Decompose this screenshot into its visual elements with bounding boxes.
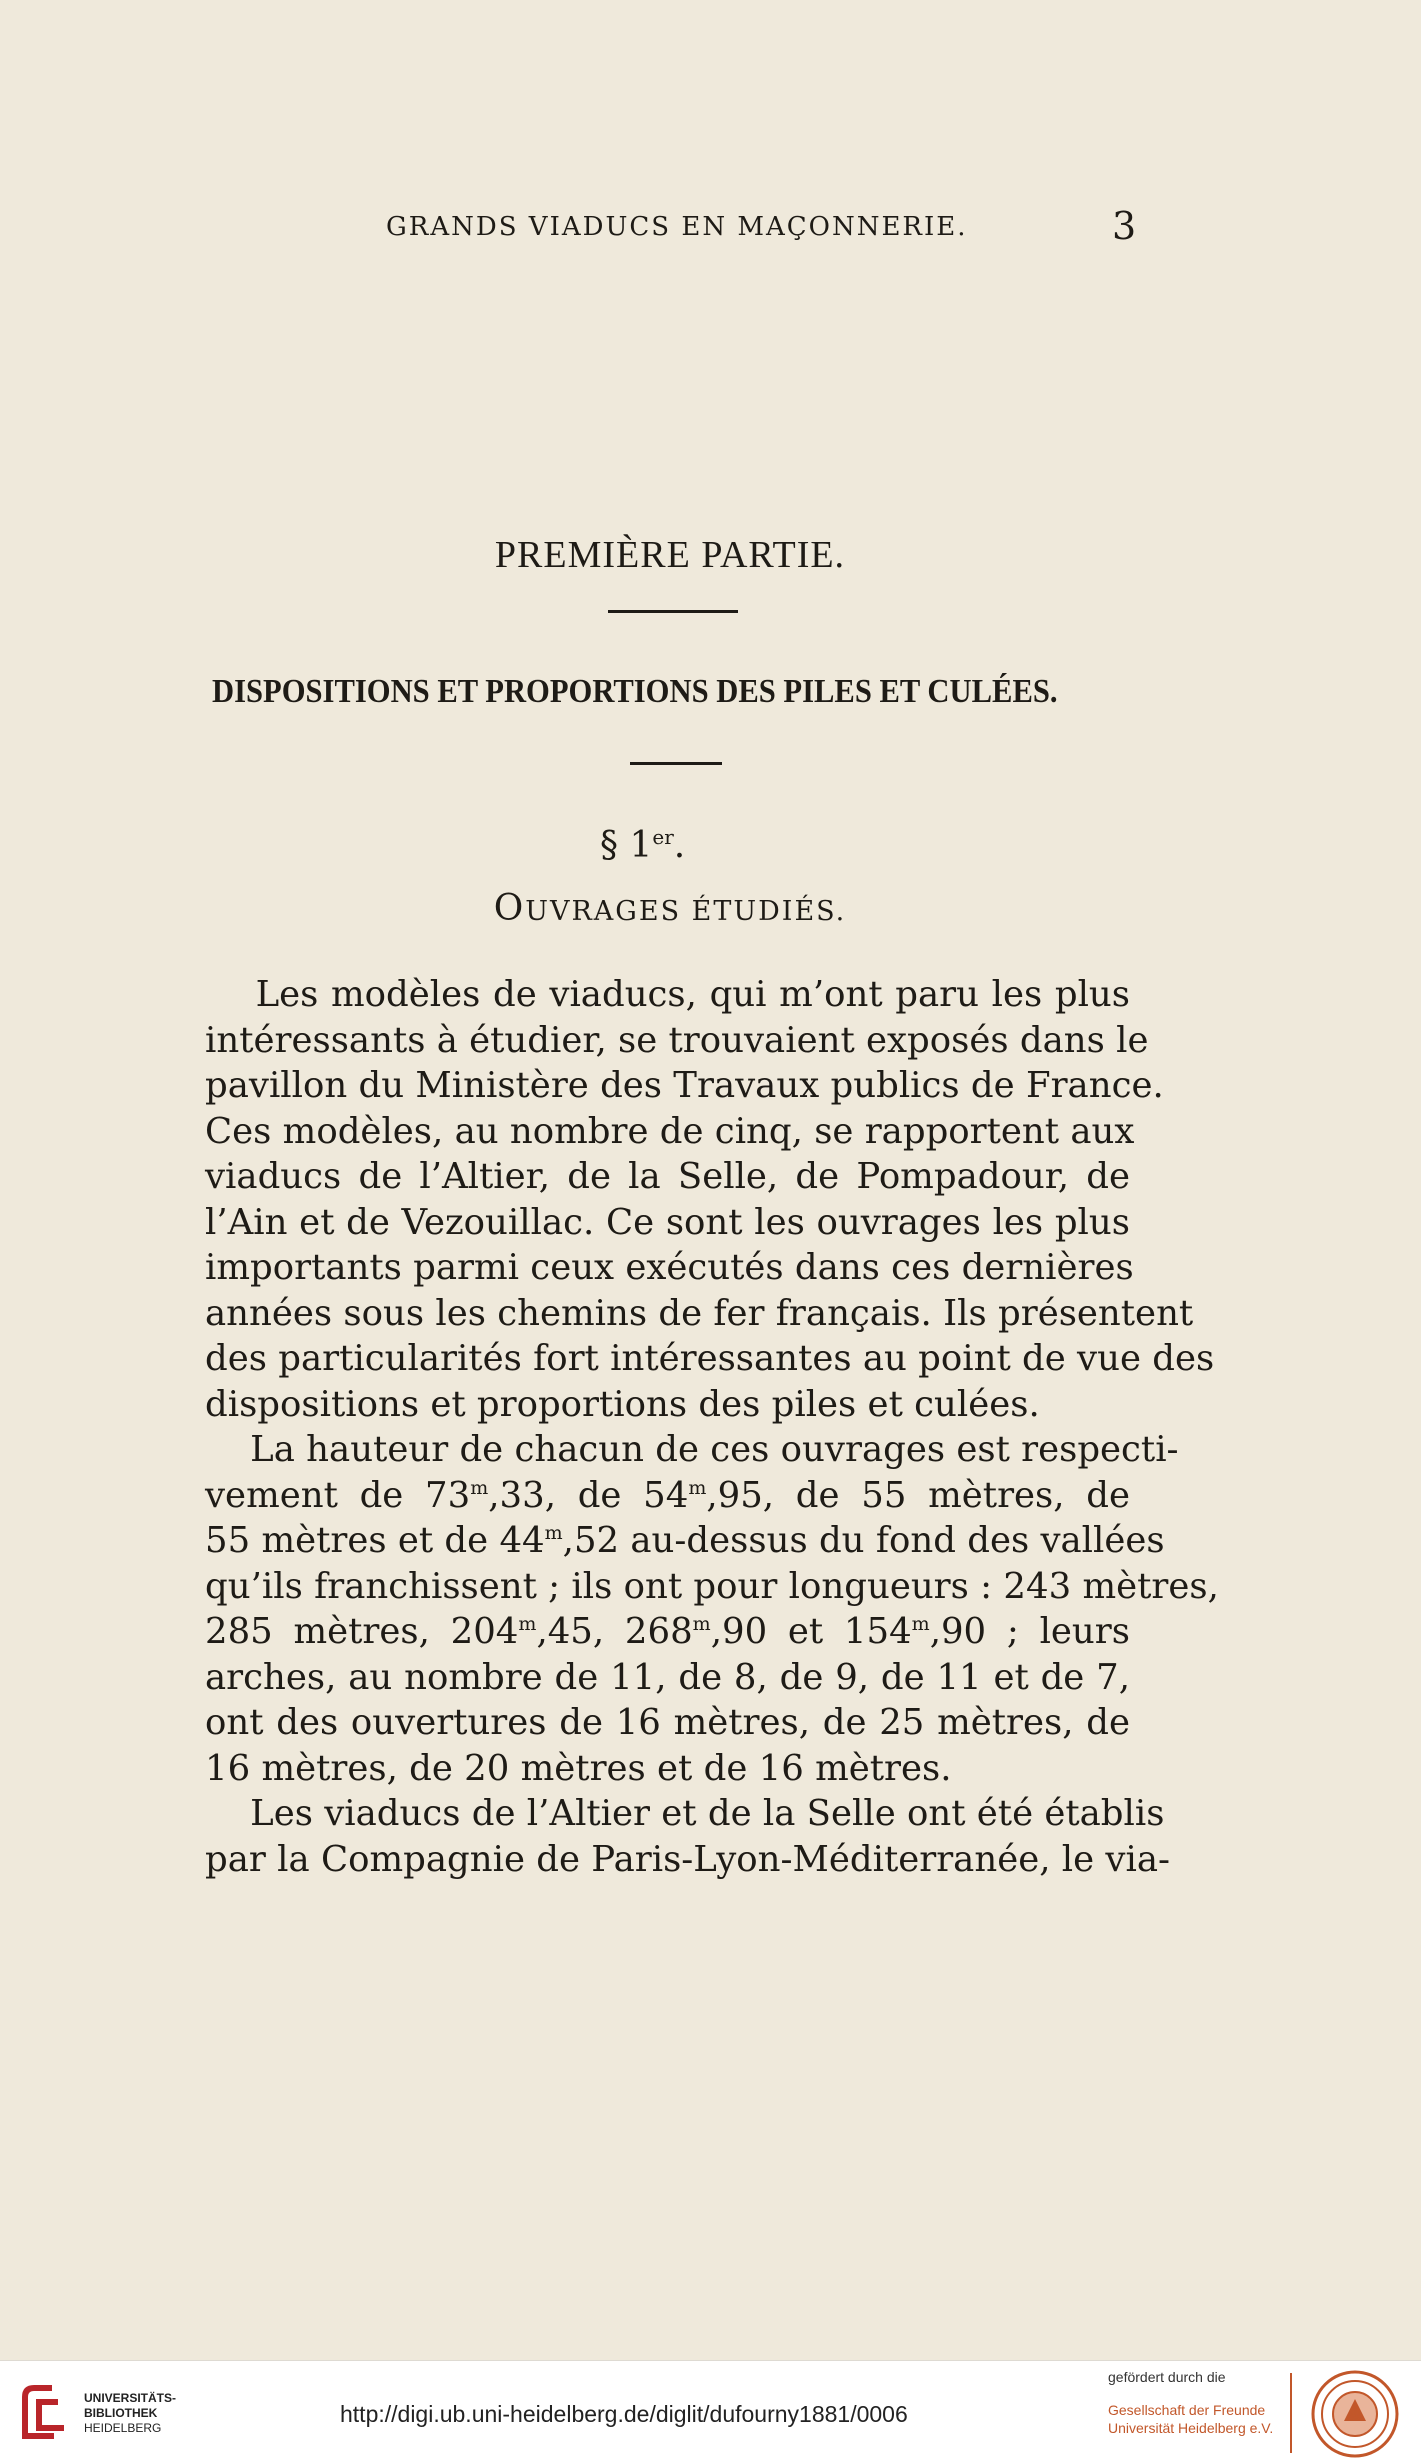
text-line: dispositions et proportions des piles et culées.: [205, 1383, 1040, 1425]
text-line: pavillon du Ministère des Travaux publics de France.: [205, 1065, 1164, 1106]
viewer-footer: [0, 2360, 1421, 2464]
text-line: intéressants à étudier, se trouvaient exposés dans le: [205, 1019, 1149, 1061]
text-line: 285 mètres, 204$^m$,45, 268$^m$,90 et 154$^m$,90 ; leurs: [205, 1611, 1130, 1652]
sponsor-divider: [1290, 2373, 1292, 2453]
running-head: GRANDS VIADUCS EN MAÇONNERIE.: [386, 212, 968, 242]
text-line: La hauteur de chacun de ces ouvrages est respecti-: [250, 1429, 1179, 1470]
text-line: viaducs de l’Altier, de la Selle, de Pompadour, de: [205, 1156, 1130, 1197]
text-line: arches, au nombre de 11, de 8, de 9, de 11 et de 7,: [205, 1656, 1130, 1698]
text-line: années sous les chemins de fer français. Ils présentent: [205, 1292, 1194, 1334]
section-title: OUVRAGES ÉTUDIÉS.: [493, 888, 847, 929]
text-line: 55 mètres et de 44$^m$,52 au-dessus du fond des vallées: [205, 1520, 1165, 1561]
page-number: 3: [1112, 204, 1137, 248]
text-line: 16 mètres, de 20 mètres et de 16 mètres.: [205, 1747, 952, 1789]
text-line: Les viaducs de l’Altier et de la Selle ont été établis: [250, 1793, 1165, 1834]
text-line: par la Compagnie de Paris-Lyon-Méditerranée, le via-: [205, 1838, 1171, 1880]
sponsor-label: gefördert durch die: [1108, 2369, 1226, 2385]
text-line: Les modèles de viaducs, qui m’ont paru les plus: [255, 974, 1131, 1015]
text-line: Ces modèles, au nombre de cinq, se rapportent aux: [205, 1110, 1135, 1152]
text-line: vement de 73$^m$,33, de 54$^m$,95, de 55 mètres, de: [205, 1474, 1130, 1516]
text-line: des particularités fort intéressantes au point de vue des: [205, 1338, 1215, 1379]
divider-rule: [608, 610, 738, 613]
university-seal-icon: [1310, 2369, 1400, 2459]
sponsor-name: Gesellschaft der Freunde Universität Heidelberg e.V.: [1108, 2402, 1274, 2436]
text-line: importants parmi ceux exécutés dans ces dernières: [205, 1247, 1134, 1288]
body-text: [205, 972, 1219, 1882]
divider-rule: [630, 762, 722, 765]
text-line: qu’ils franchissent ; ils ont pour longueurs : 243 mètres,: [205, 1565, 1219, 1607]
ub-heidelberg-logo-icon: [14, 2377, 74, 2447]
part-title: PREMIÈRE PARTIE.: [494, 534, 846, 576]
text-line: l’Ain et de Vezouillac. Ce sont les ouvrages les plus: [205, 1201, 1130, 1243]
text-line: ont des ouvertures de 16 mètres, de 25 mètres, de: [205, 1702, 1130, 1743]
library-name: UNIVERSITÄTS- BIBLIOTHEK HEIDELBERG: [84, 2391, 177, 2435]
section-mark: § 1er.: [600, 825, 686, 866]
chapter-title: DISPOSITIONS ET PROPORTIONS DES PILES ET CULÉES.: [212, 673, 1058, 710]
permalink-url[interactable]: http://digi.ub.uni-heidelberg.de/diglit/dufourny1881/0006: [340, 2401, 908, 2427]
